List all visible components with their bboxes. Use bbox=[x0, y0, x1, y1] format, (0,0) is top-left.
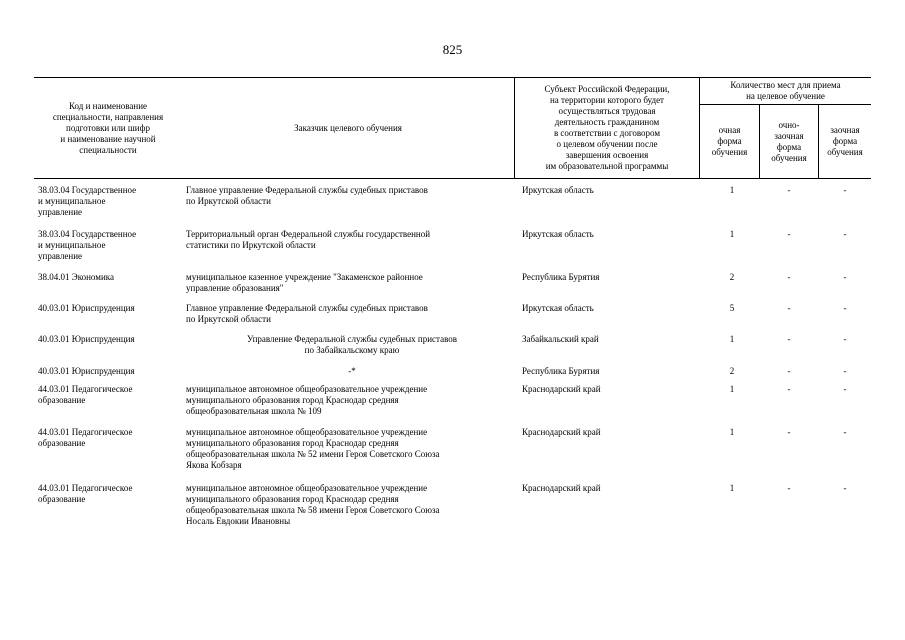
header-places: Количество мест для приема на целевое обучение bbox=[730, 80, 841, 101]
row-code: 38.03.04 Государственное и муниципальное управление bbox=[38, 185, 137, 217]
row-part-time: - bbox=[787, 303, 791, 313]
row-code: 38.03.04 Государственное и муниципальное управление bbox=[38, 229, 137, 261]
page-number: 825 bbox=[442, 42, 463, 57]
row-customer: Главное управление Федеральной службы судебных приставов по Иркутской области bbox=[186, 303, 428, 324]
header-full-time: очная форма обучения bbox=[711, 125, 748, 157]
header-customer: Заказчик целевого обучения bbox=[294, 122, 402, 133]
row-full-time: 2 bbox=[729, 272, 735, 282]
row-code: 44.03.01 Педагогическое образование bbox=[38, 483, 133, 504]
row-extramural: - bbox=[843, 483, 847, 493]
row-extramural: - bbox=[843, 427, 847, 437]
row-code: 40.03.01 Юриспруденция bbox=[38, 303, 135, 313]
table-row bbox=[34, 185, 871, 229]
row-extramural: - bbox=[843, 384, 847, 394]
row-part-time: - bbox=[787, 366, 791, 376]
table-row bbox=[34, 303, 871, 334]
row-code: 40.03.01 Юриспруденция bbox=[38, 366, 135, 376]
row-part-time: - bbox=[787, 185, 791, 195]
table-row bbox=[34, 272, 871, 303]
row-customer: муниципальное казенное учреждение "Закаменское районное управление образования" bbox=[186, 272, 423, 293]
row-full-time: 1 bbox=[729, 185, 735, 195]
header-code: Код и наименование специальности, направления подготовки или шифр и наименование научной специальности bbox=[52, 100, 164, 155]
row-subject: Иркутская область bbox=[522, 185, 594, 195]
table-row bbox=[34, 229, 871, 272]
row-customer: -* bbox=[348, 366, 356, 376]
table-row bbox=[34, 483, 871, 531]
header-subject: Субъект Российской Федерации, на территории которого будет осуществляться трудовая деятельность гражданином в соответствии с договором о целевом обучении после завершения освоения им образовательной программы bbox=[544, 84, 670, 171]
row-full-time: 2 bbox=[729, 366, 735, 376]
row-full-time: 1 bbox=[729, 229, 735, 239]
table-row bbox=[34, 366, 871, 384]
row-part-time: - bbox=[787, 334, 791, 344]
row-full-time: 1 bbox=[729, 427, 735, 437]
row-code: 44.03.01 Педагогическое образование bbox=[38, 384, 133, 405]
table-row bbox=[34, 384, 871, 427]
row-subject: Краснодарский край bbox=[522, 384, 601, 394]
header-extramural: заочная форма обучения bbox=[827, 125, 863, 157]
row-part-time: - bbox=[787, 272, 791, 282]
row-subject: Иркутская область bbox=[522, 229, 594, 239]
row-full-time: 1 bbox=[729, 483, 735, 493]
row-code: 38.04.01 Экономика bbox=[38, 272, 114, 282]
row-part-time: - bbox=[787, 229, 791, 239]
row-subject: Краснодарский край bbox=[522, 427, 601, 437]
row-extramural: - bbox=[843, 303, 847, 313]
row-full-time: 1 bbox=[729, 334, 735, 344]
row-full-time: 5 bbox=[729, 303, 735, 313]
table-row bbox=[34, 334, 871, 366]
row-customer: Главное управление Федеральной службы судебных приставов по Иркутской области bbox=[186, 185, 428, 206]
row-subject: Республика Бурятия bbox=[522, 366, 600, 376]
row-customer: муниципальное автономное общеобразовательное учреждение муниципального образования город Краснодар средняя общеобразовательная школа № 52 имени Героя Советского Союза Якова Кобзаря bbox=[186, 427, 440, 470]
table-body bbox=[34, 185, 871, 531]
table-row bbox=[34, 427, 871, 483]
row-subject: Забайкальский край bbox=[522, 334, 599, 344]
row-extramural: - bbox=[843, 229, 847, 239]
row-subject: Республика Бурятия bbox=[522, 272, 600, 282]
row-customer: муниципальное автономное общеобразовательное учреждение муниципального образования город Краснодар средняя общеобразовательная школа № 109 bbox=[186, 384, 428, 416]
row-extramural: - bbox=[843, 272, 847, 282]
row-subject: Краснодарский край bbox=[522, 483, 601, 493]
row-customer: Управление Федеральной службы судебных приставов по Забайкальскому краю bbox=[246, 334, 458, 355]
row-extramural: - bbox=[843, 334, 847, 344]
row-full-time: 1 bbox=[729, 384, 735, 394]
row-customer: муниципальное автономное общеобразовательное учреждение муниципального образования город Краснодар средняя общеобразовательная школа № 58 имени Героя Советского Союза Носаль Евдокии Ивановны bbox=[186, 483, 440, 526]
row-part-time: - bbox=[787, 427, 791, 437]
row-part-time: - bbox=[787, 384, 791, 394]
row-code: 40.03.01 Юриспруденция bbox=[38, 334, 135, 344]
row-extramural: - bbox=[843, 366, 847, 376]
row-part-time: - bbox=[787, 483, 791, 493]
row-extramural: - bbox=[843, 185, 847, 195]
row-subject: Иркутская область bbox=[522, 303, 594, 313]
row-customer: Территориальный орган Федеральной службы государственной статистики по Иркутской области bbox=[186, 229, 431, 250]
table-header bbox=[34, 77, 871, 179]
row-code: 44.03.01 Педагогическое образование bbox=[38, 427, 133, 448]
header-part-time: очно- заочная форма обучения bbox=[771, 119, 807, 163]
